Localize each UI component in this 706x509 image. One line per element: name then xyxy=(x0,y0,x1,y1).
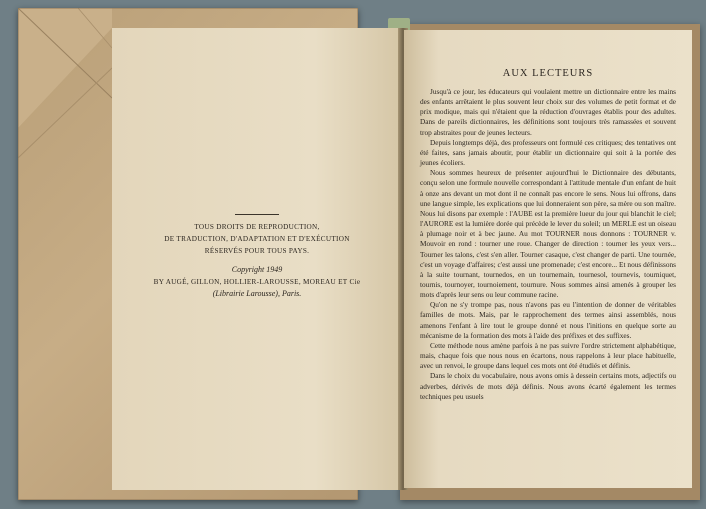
left-page xyxy=(112,28,402,490)
rights-line-3: RÉSERVÉS POUR TOUS PAYS. xyxy=(204,247,310,255)
preface-paragraph: Depuis longtemps déjà, des professeurs ont formulé ces critiques; des tentatives ont été faites, sans jamais aboutir, pour établir un dictionnaire qui soit à la portée des jeunes écoliers. xyxy=(420,137,676,168)
preface-paragraph: Nous sommes heureux de présenter aujourd'hui le Dictionnaire des débutants, conçu selon une formule nouvelle correspondant à l'attitude mentale d'un enfant de huit à onze ans devant un mot dont il ne connaît pas encore le sens. Nous lui offrons, dans une langue simple, les explications que lui donneraient son père, sa mère ou son maître. Nous lui disons par exemple : l'AUBE est la première lueur du jour qui blanchit le ciel; l'AURORE est la lumière dorée qui précède le lever du soleil; un MERLE est un oiseau à plumage noir et à bec jaune. Au mot TOURNER nous donnons : TOURNER v. Mouvoir en rond : tourner une roue. Changer de direction : tourner les yeux vers... Tourner les talons, c'est s'en aller. Tourner casaque, c'est changer de parti. Une tournée, c'est un voyage d'affaires; c'est aussi une promenade; c'est encore... Et nous définissons à la suite tournant, tournedos, en un tournemain, tournesol, tournevis, tourniquet, tournis, tournoyer, tournoiement, tournure. Nous sommes ainsi amenés à grouper les mots d'après leur sens ou leur commune racine. xyxy=(420,168,676,300)
rights-line-1: TOUS DROITS DE REPRODUCTION, xyxy=(194,223,320,231)
right-page xyxy=(404,30,692,488)
publishers-line: BY AUGÉ, GILLON, HOLLIER-LAROUSSE, MOREAU ET Cie xyxy=(153,278,361,286)
rights-line-2: DE TRADUCTION, D'ADAPTATION ET D'EXÉCUTION xyxy=(164,235,350,243)
imprint-line: (Librairie Larousse), Paris. xyxy=(212,289,302,298)
divider-rule xyxy=(235,214,279,215)
copyright-year: Copyright 1949 xyxy=(231,265,283,274)
preface-paragraph: Jusqu'à ce jour, les éducateurs qui voulaient mettre un dictionnaire entre les mains des enfants arrêtaient le plus souvent leur choix sur des volumes de petit format et de prix modique, mais qui n'étaient que la réduction d'ouvrages établis pour des adultes. Dans de pareils dictionnaires, les définitions sont toujours très ramassées et souvent trop abstraites pour de jeunes lecteurs. xyxy=(420,87,676,137)
preface-text xyxy=(420,68,676,402)
preface-paragraph: Cette méthode nous amène parfois à ne pas suivre l'ordre strictement alphabétique, mais, chaque fois que nous nous en écartons, nous rappelons à leur place habituelle, avec un renvoi, le groupe dans lequel ces mots ont été étudiés et définis. xyxy=(420,340,676,371)
preface-heading: AUX LECTEURS xyxy=(502,68,594,79)
preface-paragraph: Qu'on ne s'y trompe pas, nous n'avons pas eu l'intention de donner de véritables familles de mots. Mais, par le rapprochement des termes ainsi assemblés, nous amenons l'enfant à lire tout le groupe donné et nous l'initions en quelque sorte au mécanisme de la formation des mots à l'aide des préfixes et des suffixes. xyxy=(420,300,676,340)
preface-paragraph: Dans le choix du vocabulaire, nous avons omis à dessein certains mots, adjectifs ou adverbes, dérivés de mots déjà définis. Nous avons écarté également les termes techniques peu usuels xyxy=(420,371,676,401)
copyright-notice xyxy=(112,214,402,300)
